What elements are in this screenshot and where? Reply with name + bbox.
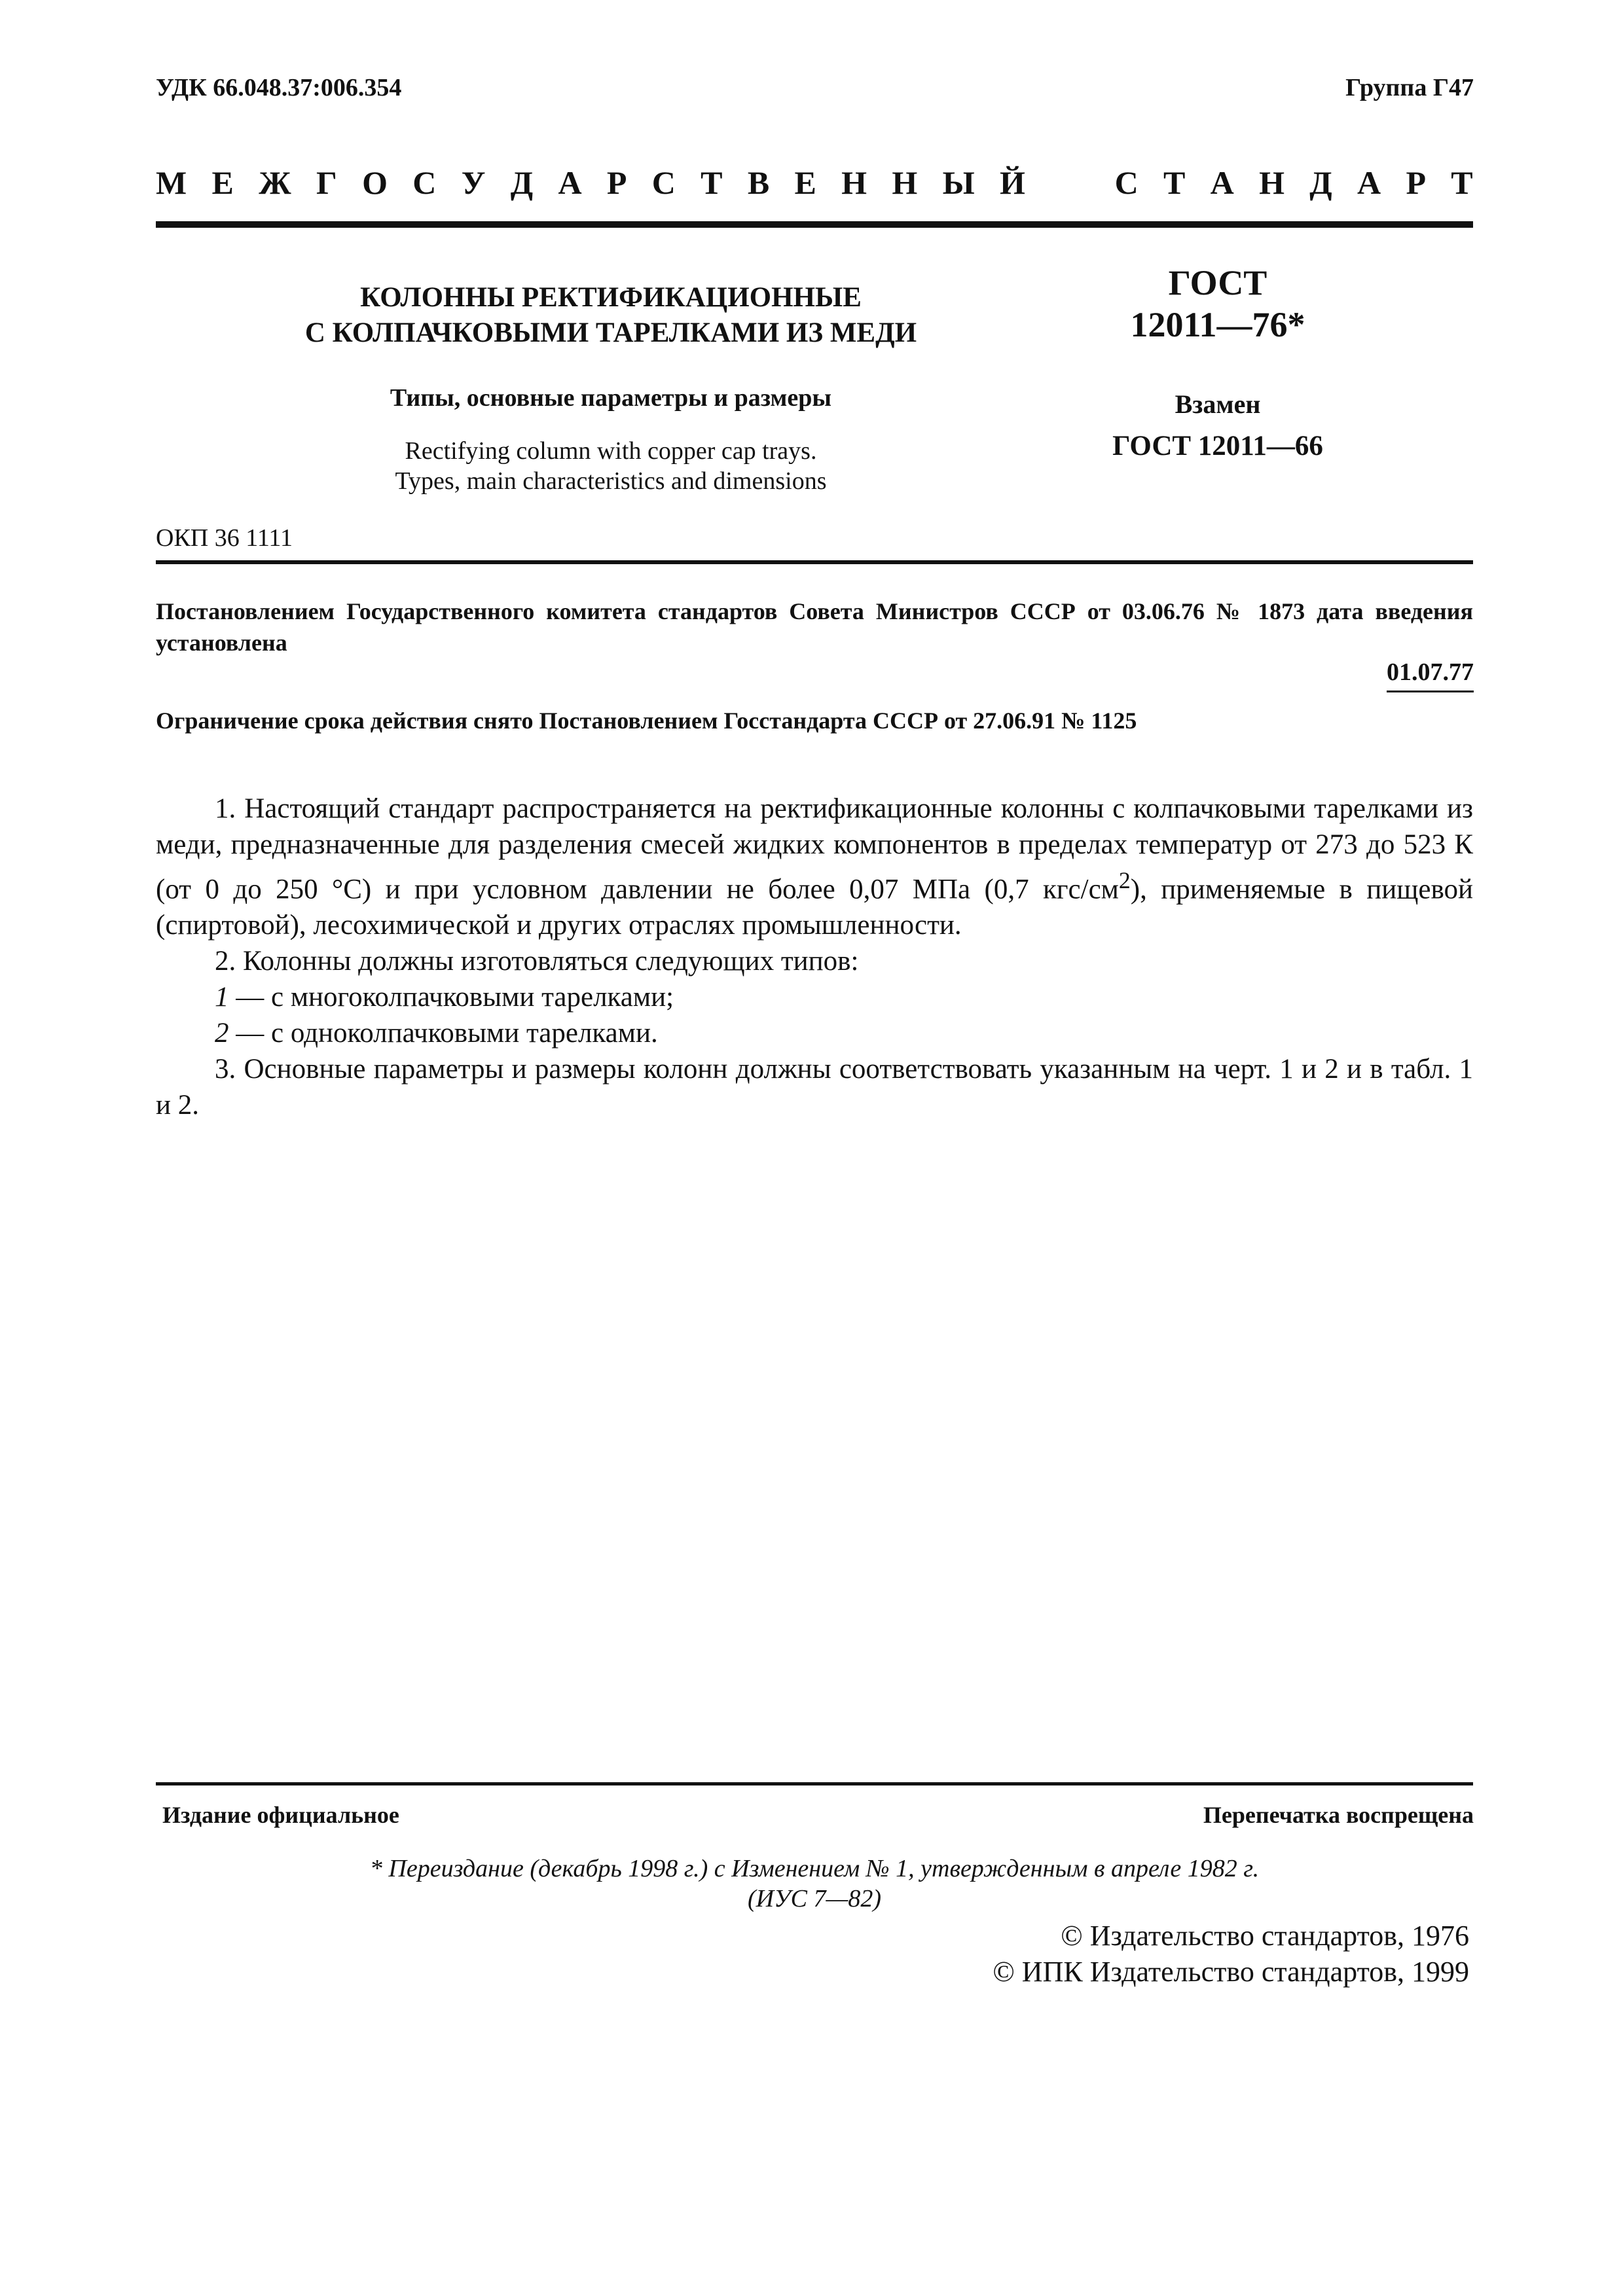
heading-letter: С: [651, 164, 676, 201]
superscript: 2: [1118, 867, 1131, 893]
official-edition-label: Издание официальное: [162, 1802, 399, 1828]
interstate-standard-heading: [156, 164, 1473, 203]
udk-code: УДК 66.048.37:006.354: [156, 74, 402, 101]
replace-label: Взамен: [1175, 389, 1261, 419]
subtitle: Типы, основные параметры и размеры: [390, 384, 832, 412]
reprint-prohibited-label: Перепечатка воспрещена: [1203, 1802, 1474, 1828]
title-line-1: КОЛОННЫ РЕКТИФИКАЦИОННЫЕ: [360, 282, 862, 313]
heading-letter: С: [412, 164, 437, 201]
gost-label: ГОСТ: [1168, 263, 1267, 302]
heading-letter: Т: [1451, 164, 1473, 201]
okp-code: ОКП 36 1111: [156, 524, 293, 552]
heading-letter: Д: [510, 164, 534, 201]
heading-letter: Д: [1309, 164, 1332, 201]
heading-letter: Р: [1406, 164, 1426, 201]
reissue-line-2: (ИУС 7—82): [748, 1885, 881, 1912]
copyright-1976: © Издательство стандартов, 1976: [1061, 1920, 1469, 1952]
introduction-date: 01.07.77: [1387, 658, 1474, 692]
heading-letter: Т: [701, 164, 723, 201]
paragraph-1-text-end: ), применяемые в пищевой (спиртовой), лесохимической и других отраслях промышленности.: [156, 874, 1473, 941]
type-description: — с многоколпачковыми тарелками;: [228, 982, 674, 1013]
heading-letter: Ы: [942, 164, 975, 201]
heading-letter: Е: [794, 164, 816, 201]
title-block: [156, 280, 1066, 496]
gost-block: [1061, 262, 1375, 462]
paragraph-1: [156, 791, 1473, 943]
title-line-2: С КОЛПАЧКОВЫМИ ТАРЕЛКАМИ ИЗ МЕДИ: [304, 317, 917, 348]
validity-limit-note: Ограничение срока действия снято Постановлением Госстандарта СССР от 27.06.91 № 1125: [156, 708, 1137, 734]
english-title-line-1: Rectifying column with copper cap trays.: [405, 437, 817, 465]
heading-letter: Н: [892, 164, 918, 201]
reissue-line-1: * Переиздание (декабрь 1998 г.) с Изменением № 1, утвержденным в апреле 1982 г.: [369, 1855, 1260, 1882]
heading-letter: Г: [316, 164, 337, 201]
heading-letter: Р: [606, 164, 627, 201]
heading-letter: А: [558, 164, 582, 201]
heading-letter: Ж: [259, 164, 291, 201]
heading-letter: Н: [841, 164, 867, 201]
heading-letter: С: [1114, 164, 1139, 201]
replaced-standard: ГОСТ 12011—66: [1112, 431, 1323, 461]
heading-letter: У: [461, 164, 486, 201]
heading-letter: М: [156, 164, 187, 201]
type-number: 1: [215, 982, 229, 1013]
gost-number: 12011—76*: [1130, 305, 1305, 344]
heading-letter: Й: [1000, 164, 1025, 201]
type-number: 2: [215, 1018, 229, 1049]
heading-letter: Т: [1163, 164, 1186, 201]
group-code: Группа Г47: [1345, 74, 1474, 101]
paragraph-3: 3. Основные параметры и размеры колонн должны соответствовать указанным на черт. 1 и 2 и в табл. 1 и 2.: [156, 1054, 1473, 1121]
paragraph-2: 2. Колонны должны изготовляться следующих типов:: [215, 946, 859, 977]
copyright-block: [993, 1918, 1469, 1990]
body-text: [156, 791, 1473, 1123]
type-item-1: [156, 979, 1473, 1015]
word-gap: [1050, 164, 1089, 203]
bottom-divider: [156, 1782, 1473, 1785]
okp-divider: [156, 560, 1473, 564]
heading-letter: Н: [1259, 164, 1285, 201]
heading-letter: Е: [211, 164, 234, 201]
heading-letter: О: [362, 164, 388, 201]
english-title-line-2: Types, main characteristics and dimensions: [395, 467, 827, 495]
type-description: — с одноколпачковыми тарелками.: [228, 1018, 658, 1049]
type-item-2: [156, 1015, 1473, 1051]
reissue-note: [156, 1854, 1473, 1914]
heading-letter: А: [1357, 164, 1381, 201]
decree-text: Постановлением Государственного комитета стандартов Совета Министров СССР от 03.06.76 № 1873 дата введения установлена: [156, 598, 1473, 656]
paragraph-1-text: 1. Настоящий стандарт распространяется на ректификационные колонны с колпачковыми тарелками из меди, предназначенные для разделения смесей жидких компонентов в пределах температур от 273 до 523 К (от 0 до 250 °С) и при условном давлении не более 0,07 МПа (0,7 кгс/см: [156, 793, 1473, 905]
heading-letter: В: [747, 164, 770, 201]
copyright-1999: © ИПК Издательство стандартов, 1999: [993, 1956, 1469, 1988]
heading-letter: А: [1210, 164, 1234, 201]
top-divider: [156, 221, 1473, 228]
